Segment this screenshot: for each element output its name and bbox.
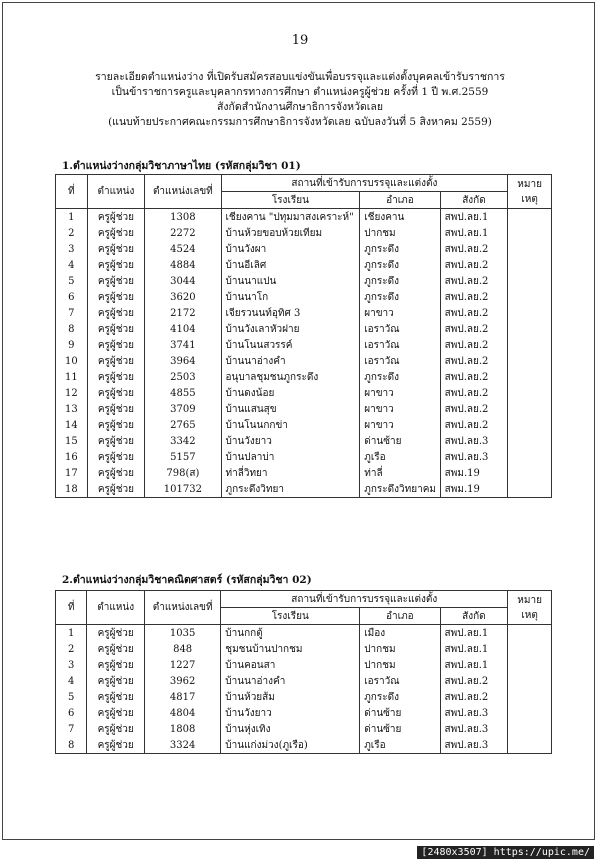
row-position: ครูผู้ช่วย [87, 241, 145, 257]
row-position-number: 2503 [145, 369, 221, 385]
row-school: บ้านคอนสา [221, 657, 360, 673]
table-body [56, 625, 552, 754]
row-number: 8 [56, 737, 87, 754]
row-note [508, 657, 552, 673]
row-affiliation: สพป.ลย.2 [440, 289, 508, 305]
table-row [56, 385, 552, 401]
row-affiliation: สพป.ลย.1 [440, 625, 508, 642]
row-affiliation: สพป.ลย.2 [440, 321, 508, 337]
row-district: ภูกระดึง [360, 241, 440, 257]
row-position-number: 3962 [144, 673, 220, 689]
row-position-number: 3741 [145, 337, 221, 353]
row-affiliation: สพม.19 [440, 481, 508, 498]
table-row [56, 257, 552, 273]
row-position-number: 3324 [144, 737, 220, 754]
row-school: บ้านห้วยขอบห้วยเทียม [221, 225, 360, 241]
row-school: บ้านโนนสวรรค์ [221, 337, 360, 353]
row-note [508, 225, 552, 241]
row-affiliation: สพป.ลย.3 [440, 449, 508, 465]
row-school: บ้านแสนสุข [221, 401, 360, 417]
row-affiliation: สพป.ลย.3 [440, 433, 508, 449]
table-row [56, 337, 552, 353]
row-position: ครูผู้ช่วย [87, 417, 145, 433]
table-row [56, 625, 552, 642]
col-header-note: หมาย เหตุ [508, 175, 552, 209]
table-row [56, 657, 552, 673]
row-position-number: 1308 [145, 209, 221, 226]
table-row [56, 689, 552, 705]
document-heading-line-4: (แนบท้ายประกาศคณะกรรมการศึกษาธิการจังหวัดเลย ฉบับลงวันที่ 5 สิงหาคม 2559) [108, 116, 492, 128]
section-2-title: 2.ตำแหน่งว่างกลุ่มวิชาคณิตศาสตร์ (รหัสกลุ่มวิชา 02) [62, 574, 312, 586]
row-number: 9 [56, 337, 88, 353]
row-affiliation: สพป.ลย.2 [440, 673, 508, 689]
row-position: ครูผู้ช่วย [87, 449, 145, 465]
row-position-number: 2765 [145, 417, 221, 433]
row-position: ครูผู้ช่วย [87, 225, 145, 241]
row-number: 17 [56, 465, 88, 481]
row-school: บ้านวังผา [221, 241, 360, 257]
table-row [56, 353, 552, 369]
col-header-place: สถานที่เข้ารับการบรรจุและแต่งตั้ง [221, 175, 508, 192]
col-header-place: สถานที่เข้ารับการบรรจุและแต่งตั้ง [221, 591, 508, 608]
row-school: บ้านอีเลิศ [221, 257, 360, 273]
row-number: 6 [56, 289, 88, 305]
row-number: 13 [56, 401, 88, 417]
table-row [56, 433, 552, 449]
row-number: 5 [56, 273, 88, 289]
row-note [508, 481, 552, 498]
row-affiliation: สพป.ลย.1 [440, 657, 508, 673]
row-school: เชียงคาน "ปทุมมาสงเคราะห์" [221, 209, 360, 226]
row-number: 3 [56, 241, 88, 257]
row-note [508, 641, 552, 657]
row-position-number: 4884 [145, 257, 221, 273]
row-note [508, 433, 552, 449]
row-number: 7 [56, 721, 87, 737]
row-position: ครูผู้ช่วย [87, 737, 145, 754]
row-position-number: 3044 [145, 273, 221, 289]
row-number: 4 [56, 257, 88, 273]
row-note [508, 705, 552, 721]
table-row [56, 481, 552, 498]
row-position: ครูผู้ช่วย [87, 385, 145, 401]
row-affiliation: สพป.ลย.1 [440, 209, 508, 226]
row-district: ผาขาว [360, 305, 440, 321]
row-district: ภูกระดึง [360, 273, 440, 289]
row-number: 3 [56, 657, 87, 673]
col-header-school: โรงเรียน [221, 608, 360, 625]
row-number: 16 [56, 449, 88, 465]
row-number: 2 [56, 641, 87, 657]
row-position: ครูผู้ช่วย [87, 689, 145, 705]
row-position-number: 3342 [145, 433, 221, 449]
row-note [508, 673, 552, 689]
row-school: บ้านห้วยส้ม [221, 689, 360, 705]
table-row [56, 673, 552, 689]
row-school: ภูกระดึงวิทยา [221, 481, 360, 498]
row-note [508, 321, 552, 337]
table-row [56, 289, 552, 305]
row-school: บ้านวังเลาหัวฝาย [221, 321, 360, 337]
table-row [56, 241, 552, 257]
row-note [508, 465, 552, 481]
row-school: บ้านนาอ่างคำ [221, 353, 360, 369]
row-school: บ้านปลาบ่า [221, 449, 360, 465]
row-number: 14 [56, 417, 88, 433]
row-affiliation: สพป.ลย.3 [440, 721, 508, 737]
row-district: ท่าลี่ [360, 465, 440, 481]
row-position: ครูผู้ช่วย [87, 273, 145, 289]
row-position-number: 798(ส) [145, 465, 221, 481]
row-number: 18 [56, 481, 88, 498]
row-position: ครูผู้ช่วย [87, 337, 145, 353]
col-header-position-number: ตำแหน่งเลขที่ [145, 175, 221, 209]
row-affiliation: สพป.ลย.2 [440, 241, 508, 257]
row-note [508, 625, 552, 642]
image-size-tag: [2480x3507] https://upic.me/ [417, 846, 594, 859]
row-position: ครูผู้ช่วย [87, 353, 145, 369]
row-number: 7 [56, 305, 88, 321]
row-position-number: 3709 [145, 401, 221, 417]
row-number: 10 [56, 353, 88, 369]
col-header-affiliation: สังกัด [440, 608, 508, 625]
row-district: เอราวัณ [360, 321, 440, 337]
row-affiliation: สพป.ลย.2 [440, 417, 508, 433]
row-position: ครูผู้ช่วย [87, 673, 145, 689]
row-number: 6 [56, 705, 87, 721]
row-affiliation: สพป.ลย.2 [440, 401, 508, 417]
row-position-number: 4524 [145, 241, 221, 257]
row-school: ท่าลี่วิทยา [221, 465, 360, 481]
col-header-district: อำเภอ [360, 192, 440, 209]
row-district: ด่านซ้าย [360, 433, 440, 449]
row-school: บ้านวังยาว [221, 433, 360, 449]
row-district: ด่านซ้าย [360, 721, 440, 737]
row-district: ผาขาว [360, 417, 440, 433]
row-note [508, 737, 552, 754]
row-position: ครูผู้ช่วย [87, 257, 145, 273]
table-row [56, 705, 552, 721]
row-school: เจียรวนนท์อุทิศ 3 [221, 305, 360, 321]
row-position-number: 4104 [145, 321, 221, 337]
row-school: บ้านนาแปน [221, 273, 360, 289]
row-district: เชียงคาน [360, 209, 440, 226]
table-row [56, 721, 552, 737]
row-number: 8 [56, 321, 88, 337]
row-note [508, 369, 552, 385]
row-note [508, 289, 552, 305]
row-position-number: 848 [144, 641, 220, 657]
table-row [56, 449, 552, 465]
section-1-title: 1.ตำแหน่งว่างกลุ่มวิชาภาษาไทย (รหัสกลุ่มวิชา 01) [62, 160, 301, 172]
row-school: ชุมชนบ้านปากชม [221, 641, 360, 657]
col-header-no: ที่ [56, 175, 88, 209]
row-position-number: 3964 [145, 353, 221, 369]
row-affiliation: สพป.ลย.3 [440, 705, 508, 721]
row-district: ภูเรือ [360, 449, 440, 465]
row-position: ครูผู้ช่วย [87, 401, 145, 417]
table-row [56, 209, 552, 226]
row-district: ภูกระดึง [360, 257, 440, 273]
row-number: 12 [56, 385, 88, 401]
table-row [56, 305, 552, 321]
row-district: ภูกระดึง [360, 369, 440, 385]
table-body [56, 209, 552, 498]
col-header-position-number: ตำแหน่งเลขที่ [144, 591, 220, 625]
row-position-number: 1227 [144, 657, 220, 673]
table-row [56, 401, 552, 417]
row-position-number: 2172 [145, 305, 221, 321]
row-note [508, 273, 552, 289]
row-position-number: 101732 [145, 481, 221, 498]
row-position: ครูผู้ช่วย [87, 369, 145, 385]
row-affiliation: สพป.ลย.1 [440, 641, 508, 657]
row-district: ปากชม [360, 641, 440, 657]
row-affiliation: สพม.19 [440, 465, 508, 481]
table-row [56, 737, 552, 754]
row-note [508, 337, 552, 353]
row-note [508, 401, 552, 417]
row-note [508, 689, 552, 705]
row-note [508, 241, 552, 257]
row-district: ปากชม [360, 657, 440, 673]
row-note [508, 305, 552, 321]
row-school: บ้านแก่งม่วง(ภูเรือ) [221, 737, 360, 754]
row-district: เอราวัณ [360, 673, 440, 689]
row-school: บ้านโนนกกข่า [221, 417, 360, 433]
document-heading-line-2: เป็นข้าราชการครูและบุคลากรทางการศึกษา ตำแหน่งครูผู้ช่วย ครั้งที่ 1 ปี พ.ศ.2559 [111, 86, 489, 98]
row-school: บ้านหุ่งเทิง [221, 721, 360, 737]
row-position: ครูผู้ช่วย [87, 209, 145, 226]
row-position-number: 2272 [145, 225, 221, 241]
row-school: อนุบาลชุมชนภูกระดึง [221, 369, 360, 385]
row-position-number: 4804 [144, 705, 220, 721]
row-district: ปากชม [360, 225, 440, 241]
document-heading-line-1: รายละเอียดตำแหน่งว่าง ที่เปิดรับสมัครสอบแข่งขันเพื่อบรรจุและแต่งตั้งบุคคลเข้ารับราชการ [95, 71, 505, 83]
table-row [56, 465, 552, 481]
col-header-school: โรงเรียน [221, 192, 360, 209]
table-row [56, 273, 552, 289]
row-position: ครูผู้ช่วย [87, 721, 145, 737]
col-header-no: ที่ [56, 591, 87, 625]
row-affiliation: สพป.ลย.2 [440, 689, 508, 705]
row-note [508, 257, 552, 273]
row-position-number: 4855 [145, 385, 221, 401]
row-district: เอราวัณ [360, 353, 440, 369]
row-number: 15 [56, 433, 88, 449]
row-position-number: 5157 [145, 449, 221, 465]
row-district: ผาขาว [360, 401, 440, 417]
col-header-note: หมาย เหตุ [508, 591, 552, 625]
row-affiliation: สพป.ลย.2 [440, 337, 508, 353]
row-position: ครูผู้ช่วย [87, 641, 145, 657]
table-row [56, 641, 552, 657]
row-note [508, 385, 552, 401]
row-note [508, 449, 552, 465]
row-number: 1 [56, 209, 88, 226]
row-affiliation: สพป.ลย.2 [440, 257, 508, 273]
row-affiliation: สพป.ลย.2 [440, 305, 508, 321]
row-position: ครูผู้ช่วย [87, 289, 145, 305]
row-position-number: 1035 [144, 625, 220, 642]
row-district: ด่านซ้าย [360, 705, 440, 721]
row-affiliation: สพป.ลย.2 [440, 353, 508, 369]
row-district: ผาขาว [360, 385, 440, 401]
row-school: บ้านดงน้อย [221, 385, 360, 401]
col-header-position: ตำแหน่ง [87, 175, 145, 209]
row-position-number: 1808 [144, 721, 220, 737]
row-district: เอราวัณ [360, 337, 440, 353]
col-header-district: อำเภอ [360, 608, 440, 625]
table-row [56, 417, 552, 433]
row-position: ครูผู้ช่วย [87, 433, 145, 449]
row-affiliation: สพป.ลย.1 [440, 225, 508, 241]
row-position: ครูผู้ช่วย [87, 657, 145, 673]
row-note [508, 721, 552, 737]
col-header-position: ตำแหน่ง [87, 591, 145, 625]
row-number: 2 [56, 225, 88, 241]
row-affiliation: สพป.ลย.2 [440, 273, 508, 289]
row-affiliation: สพป.ลย.2 [440, 385, 508, 401]
row-position-number: 4817 [144, 689, 220, 705]
row-district: ภูกระดึง [360, 289, 440, 305]
row-number: 1 [56, 625, 87, 642]
table-row [56, 225, 552, 241]
row-school: บ้านนาโก [221, 289, 360, 305]
row-position: ครูผู้ช่วย [87, 305, 145, 321]
row-school: บ้านนาอ่างคำ [221, 673, 360, 689]
row-number: 11 [56, 369, 88, 385]
row-affiliation: สพป.ลย.2 [440, 369, 508, 385]
row-position: ครูผู้ช่วย [87, 321, 145, 337]
row-number: 5 [56, 689, 87, 705]
vacancy-table-math [55, 590, 552, 754]
row-district: ภูเรือ [360, 737, 440, 754]
row-note [508, 417, 552, 433]
page-number: 19 [291, 33, 309, 48]
row-affiliation: สพป.ลย.3 [440, 737, 508, 754]
table-row [56, 369, 552, 385]
vacancy-table-thai [55, 174, 552, 498]
row-number: 4 [56, 673, 87, 689]
row-position: ครูผู้ช่วย [87, 481, 145, 498]
row-note [508, 353, 552, 369]
row-note [508, 209, 552, 226]
col-header-affiliation: สังกัด [440, 192, 508, 209]
row-school: บ้านวังยาว [221, 705, 360, 721]
table-row [56, 321, 552, 337]
row-district: เมือง [360, 625, 440, 642]
row-position-number: 3620 [145, 289, 221, 305]
row-position: ครูผู้ช่วย [87, 705, 145, 721]
document-heading-line-3: สังกัดสำนักงานศึกษาธิการจังหวัดเลย [217, 101, 383, 113]
row-district: ภูกระดึงวิทยาคม [360, 481, 440, 498]
row-district: ภูกระดึง [360, 689, 440, 705]
row-school: บ้านกกตู้ [221, 625, 360, 642]
row-position: ครูผู้ช่วย [87, 465, 145, 481]
row-position: ครูผู้ช่วย [87, 625, 145, 642]
